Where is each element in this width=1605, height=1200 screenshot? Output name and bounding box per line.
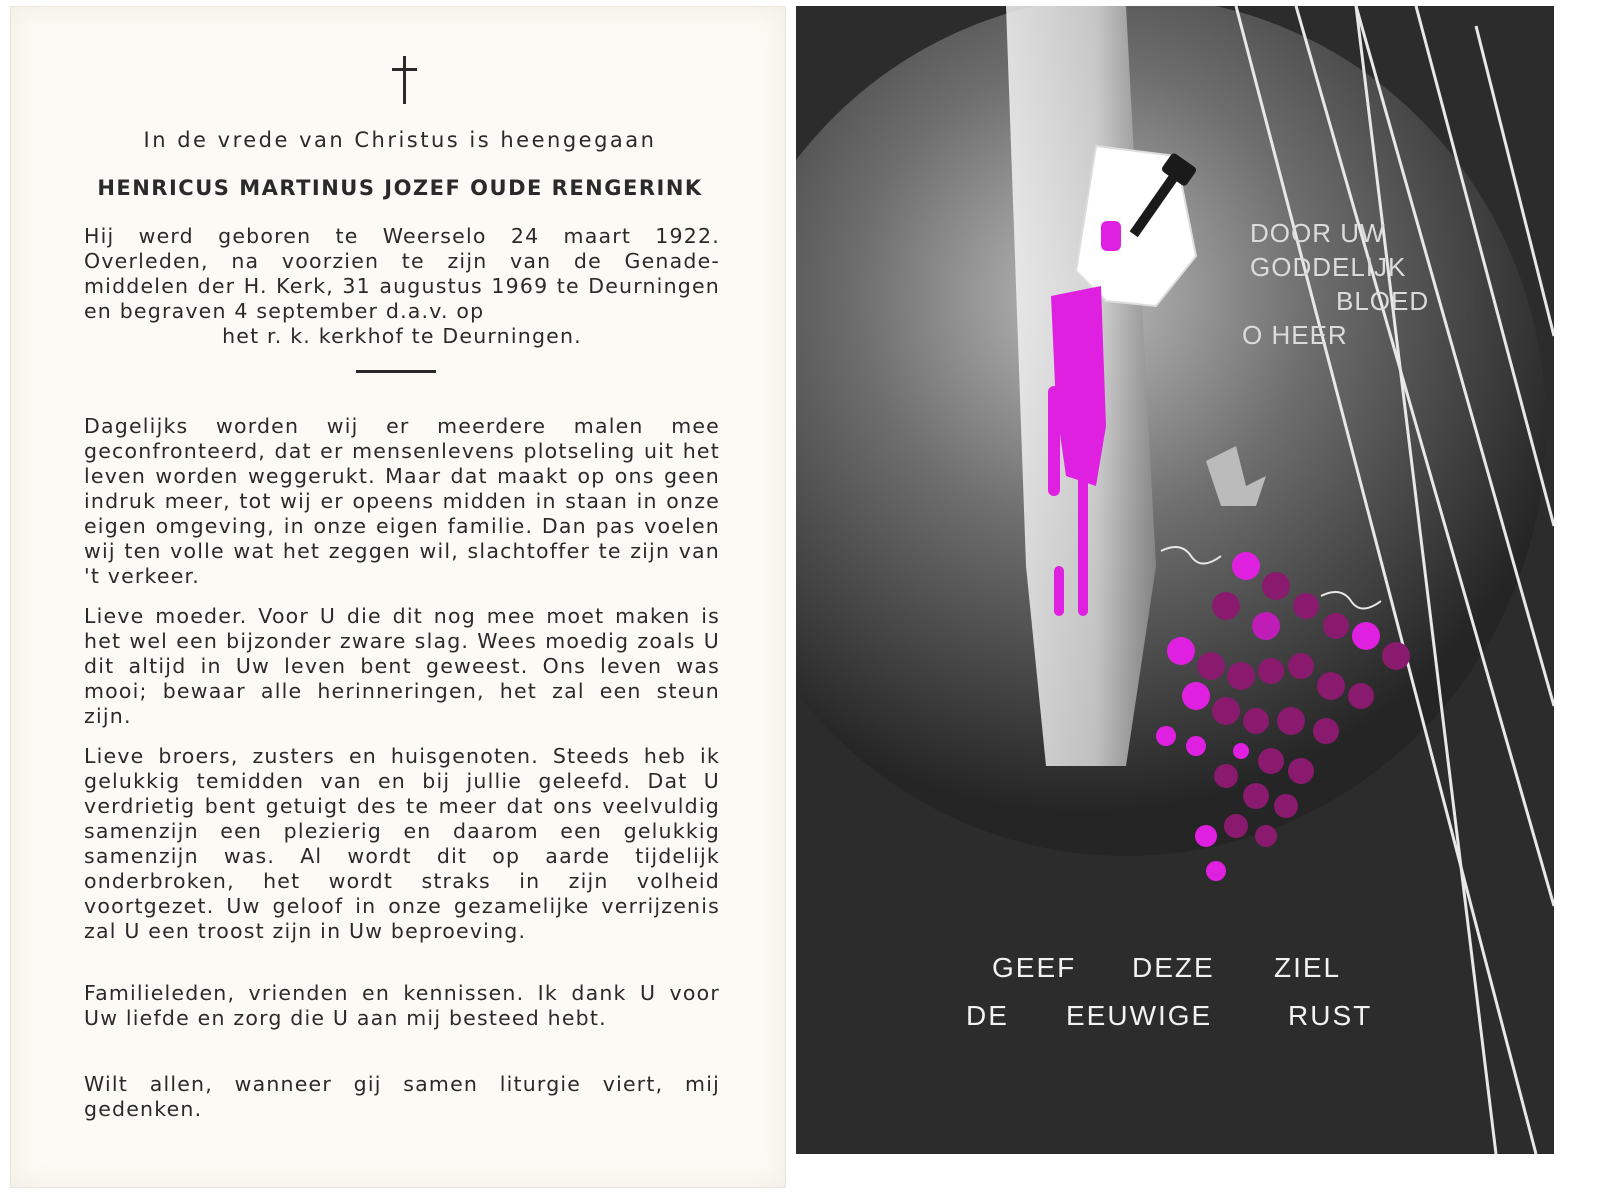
- heading-line-2: GODDELIJK: [1250, 252, 1407, 282]
- prayer-word-ziel: ZIEL: [1274, 952, 1342, 983]
- prayer-word-de: DE: [966, 1000, 1009, 1031]
- intro-line: In de vrede van Christus is heengegaan: [143, 128, 657, 152]
- divider-line: [356, 370, 436, 373]
- memorial-card-text-side: [10, 6, 786, 1188]
- paragraph-accident: Dagelijks worden wij er meerdere malen mee geconfronteerd, dat er mensenlevens plotseling uit het leven worden weggerukt. Maar dat maakt op ons geen indruk meer, tot wij er opeens midden in staan in onze eigen omgeving, in onze eigen familie. Dan pas voelen wij ten volle wat het zeggen wil, slachtoffer te zijn van 't verkeer.: [84, 414, 720, 588]
- life-details-text: Hij werd geboren te Weerselo 24 maart 1922. Overleden, na voorzien te zijn van de Genade-middelen der H. Kerk, 31 augustus 1969 te Deurningen en begraven 4 september d.a.v. op: [84, 224, 720, 323]
- prayer-word-deze: DEZE: [1132, 952, 1215, 983]
- paragraph-family: Familieleden, vrienden en kennissen. Ik dank U voor Uw liefde en zorg die U aan mij besteed hebt.: [84, 981, 720, 1030]
- paragraph-liturgy: Wilt allen, wanneer gij samen liturgie viert, mij gedenken.: [84, 1072, 720, 1121]
- paragraph-siblings: Lieve broers, zusters en huisgenoten. Steeds heb ik gelukkig temidden van en bij jullie geleefd. Dat U verdrietig bent getuigt des te meer dat ons veelvuldig samenzijn een plezierig en daarom een gelukkig samenzijn was. Al wordt dit op aarde tijdelijk onderbroken, het wordt straks in zijn volheid voortgezet. Uw geloof in onze gezamelijke verrijzenis zal U een troost zijn in Uw beproeving.: [84, 744, 720, 943]
- life-details: [84, 224, 720, 349]
- prayer-word-eeuwige: EEUWIGE: [1066, 1000, 1213, 1031]
- heading-line-1: DOOR UW: [1250, 218, 1386, 248]
- prayer-word-rust: RUST: [1288, 1000, 1373, 1031]
- heading-line-4: O HEER: [1242, 320, 1348, 350]
- heading-line-3: BLOED: [1336, 286, 1430, 316]
- cross-icon: [390, 56, 420, 104]
- memorial-card-image-side: [796, 6, 1554, 1154]
- prayer-word-geef: GEEF: [992, 952, 1077, 983]
- burial-place: het r. k. kerkhof te Deurningen.: [222, 324, 582, 348]
- deceased-name: HENRICUS MARTINUS JOZEF OUDE RENGERINK: [97, 176, 703, 200]
- paragraph-mother: Lieve moeder. Voor U die dit nog mee moet maken is het wel een bijzonder zware slag. Wees moedig zoals U dit altijd in Uw leven bent geweest. Ons leven was mooi; bewaar alle herinneringen, het zal een steun zijn.: [84, 604, 720, 728]
